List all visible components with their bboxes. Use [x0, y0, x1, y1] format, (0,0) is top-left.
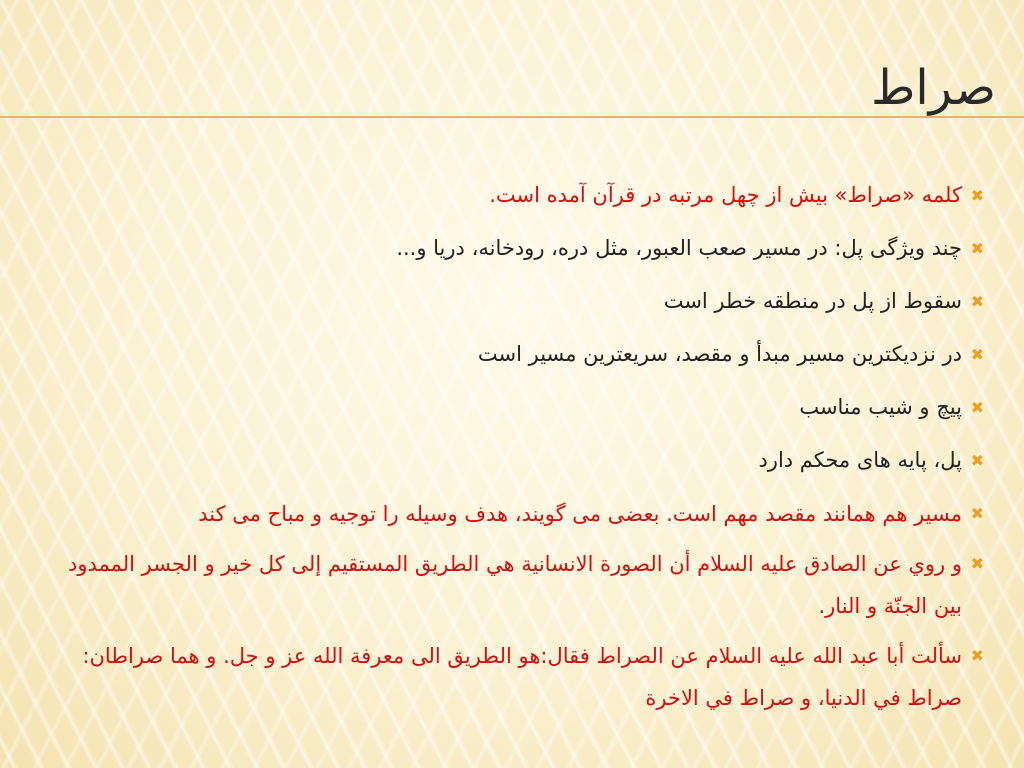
bullet-list — [34, 175, 984, 727]
x-bullet-icon: ✖ — [970, 504, 984, 523]
bullet-text: چند ویژگی پل: در مسیر صعب العبور، مثل دره، رودخانه، دریا و... — [396, 236, 962, 260]
x-bullet-icon: ✖ — [970, 554, 984, 573]
bullet-text: و روي عن الصادق عليه السلام أن الصورة الانسانية هي الطريق المستقيم إلى كل خير و الجسر الممدود بين الجنّة و النار. — [67, 552, 962, 618]
bullet-item — [34, 440, 984, 481]
bullet-text: کلمه «صراط» بیش از چهل مرتبه در قرآن آمده است. — [489, 183, 962, 207]
x-bullet-icon: ✖ — [970, 345, 984, 364]
bullet-text: در نزدیکترین مسیر مبدأ و مقصد، سریعترین مسیر است — [477, 342, 962, 366]
bullet-item — [34, 635, 984, 719]
x-bullet-icon: ✖ — [970, 186, 984, 205]
bullet-item — [34, 387, 984, 428]
x-bullet-icon: ✖ — [970, 398, 984, 417]
bullet-text: پیچ و شیب مناسب — [799, 395, 962, 419]
bullet-item — [34, 175, 984, 216]
bullet-text: مسیر هم همانند مقصد مهم است. بعضی می گویند، هدف وسیله را توجیه و مباح می کند — [198, 502, 962, 526]
title-divider — [0, 116, 1024, 118]
bullet-item — [34, 493, 984, 535]
bullet-item — [34, 281, 984, 322]
bullet-text: پل، پایه های محکم دارد — [758, 448, 962, 472]
x-bullet-icon: ✖ — [970, 451, 984, 470]
x-bullet-icon: ✖ — [970, 239, 984, 258]
bullet-item — [34, 228, 984, 269]
x-bullet-icon: ✖ — [970, 292, 984, 311]
x-bullet-icon: ✖ — [970, 646, 984, 665]
bullet-item — [34, 543, 984, 627]
bullet-text: سألت أبا عبد الله عليه السلام عن الصراط فقال:هو الطريق الى معرفة الله عز و جل. و هما صراطان: صراط في الدنيا، و صراط في الاخرة — [82, 644, 962, 710]
bullet-item — [34, 334, 984, 375]
slide-title: صراط — [871, 60, 996, 116]
bullet-text: سقوط از پل در منطقه خطر است — [663, 289, 962, 313]
